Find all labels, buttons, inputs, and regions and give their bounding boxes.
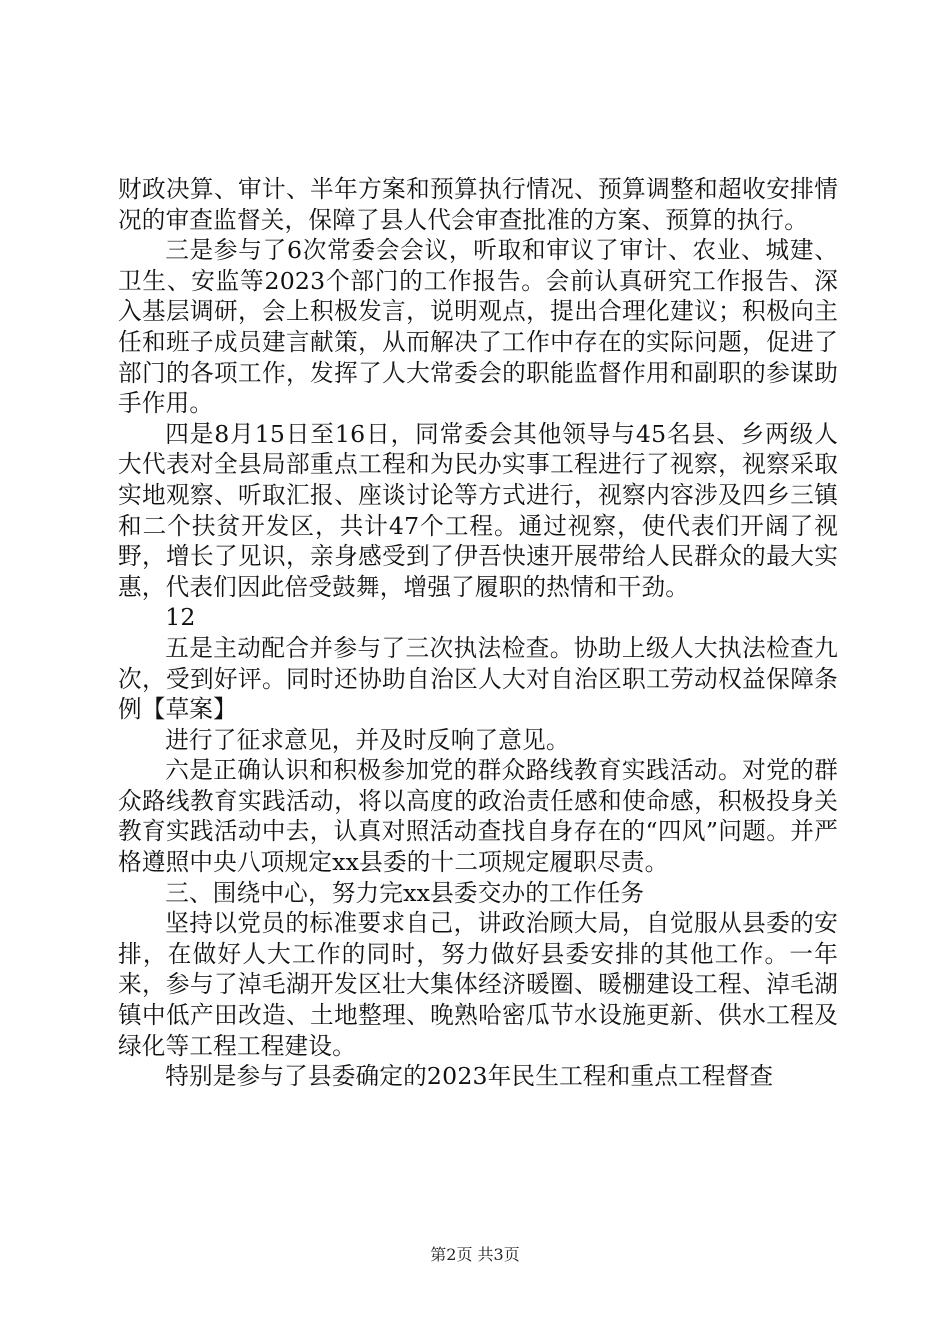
section-heading-three: 三、围绕中心，努力完xx县委交办的工作任务 — [165, 878, 645, 907]
paragraph-inspection-tour: 四是8月15日至16日，同常委会其他领导与45名县、乡两级人大代表对全县局部重点工程和为民办实事工程进行了视察，视察采取实地观察、听取汇报、座谈讨论等方式进行，视察内容涉及四乡三镇和二个扶贫开发区，共计47个工程。通过视察，使代表们开阔了视野，增长了见识，亲身感受到了伊吾快速开展带给人民群众的最大实惠，代表们因此倍受鼓舞，增强了履职的热情和干劲。 — [118, 419, 838, 601]
paragraph-party-member-standards: 坚持以党员的标准要求自己，讲政治顾大局，自觉服从县委的安排，在做好人大工作的同时，努力做好县委安排的其他工作。一年来，参与了淖毛湖开发区壮大集体经济暖圈、暖棚建设工程、淖毛湖镇中低产田改造、土地整理、晚熟哈密瓜节水设施更新、供水工程及绿化等工程工程建设。 — [118, 909, 838, 1060]
paragraph-livelihood-projects: 特别是参与了县委确定的2023年民生工程和重点工程督查 — [165, 1062, 774, 1091]
document-body — [118, 174, 838, 1092]
paragraph-feedback: 进行了征求意见，并及时反响了意见。 — [165, 725, 570, 754]
paragraph-number-marker: 12 — [165, 603, 196, 632]
paragraph-mass-line-education: 六是正确认识和积极参加党的群众路线教育实践活动。对党的群众路线教育实践活动，将以高度的政治责任感和使命感，积极投身关教育实践活动中去，认真对照活动查找自身存在的“四风”问题。并严格遵照中央八项规定xx县委的十二项规定履职尽责。 — [118, 756, 838, 877]
page-footer: 第2页 共3页 — [430, 1245, 520, 1264]
paragraph-law-enforcement-check: 五是主动配合并参与了三次执法检查。协助上级人大执法检查九次，受到好评。同时还协助自治区人大对自治区职工劳动权益保障条例【草案】 — [118, 633, 838, 724]
paragraph-standing-committee-meetings: 三是参与了6次常委会会议，听取和审议了审计、农业、城建、卫生、安监等2023个部门的工作报告。会前认真研究工作报告、深入基层调研，会上积极发言，说明观点，提出合理化建议；积极向主任和班子成员建言献策，从而解决了工作中存在的实际问题，促进了部门的各项工作，发挥了人大常委会的职能监督作用和副职的参谋助手作用。 — [118, 236, 838, 418]
paragraph-budget-supervision: 财政决算、审计、半年方案和预算执行情况、预算调整和超收安排情况的审查监督关，保障了县人代会审查批准的方案、预算的执行。 — [118, 175, 838, 234]
